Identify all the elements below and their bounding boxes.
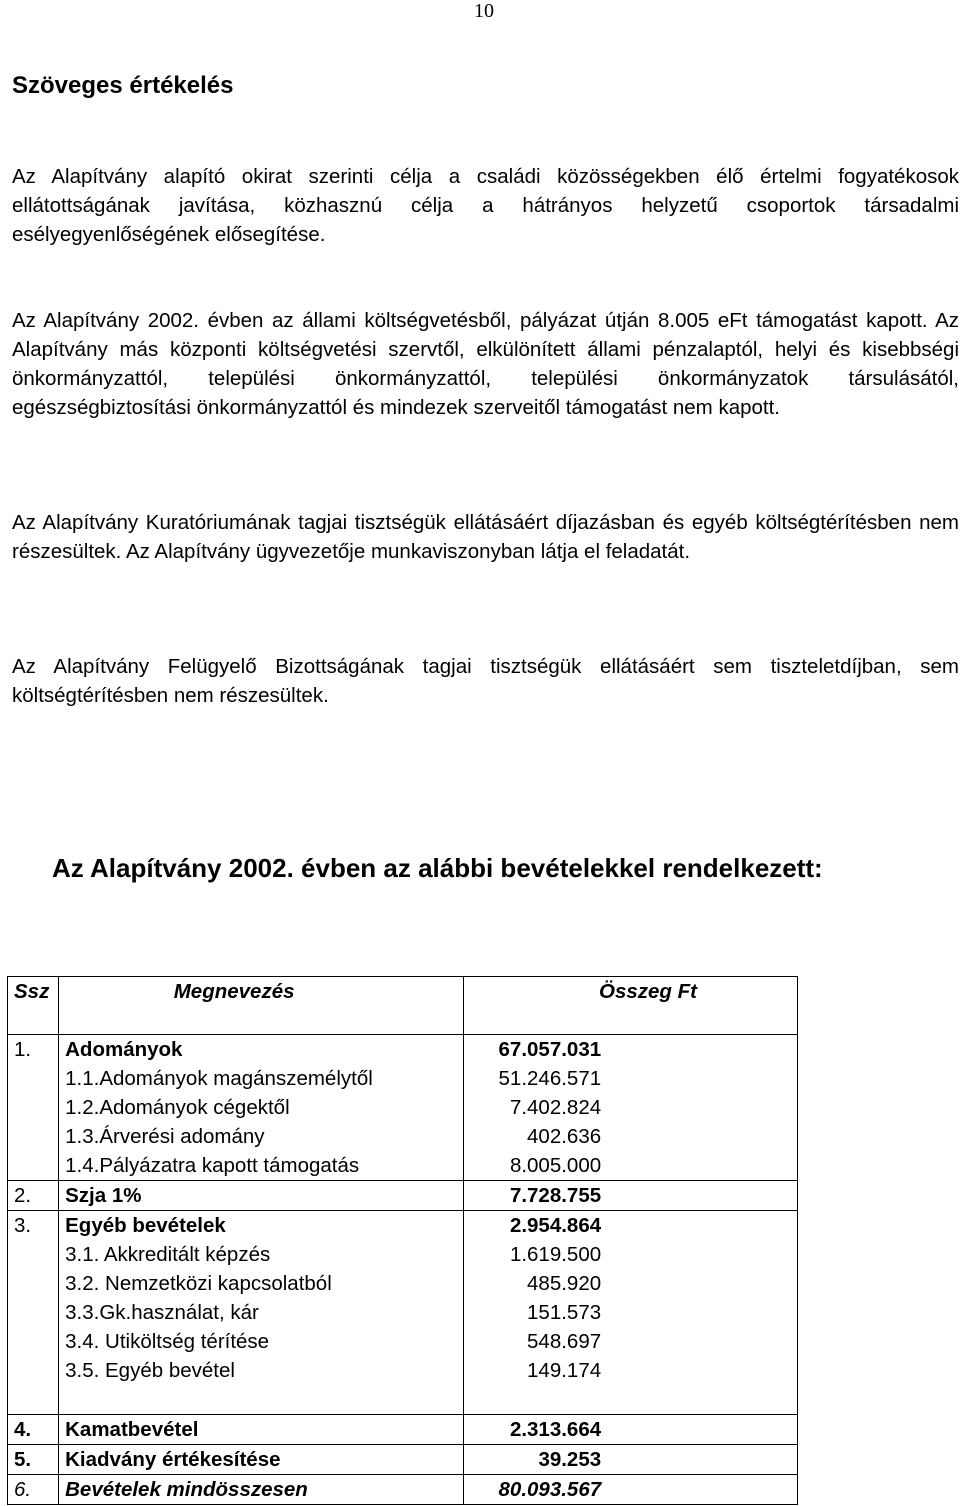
row-amount: 80.093.567 — [498, 1478, 602, 1501]
row-subitem-amount: 1.619.500 — [509, 1243, 602, 1266]
row-name: Szja 1% — [59, 1181, 464, 1211]
row-subitem-amount: 485.920 — [527, 1272, 602, 1295]
row-subitem-name: 3.4. Utiköltség térítése — [65, 1330, 270, 1353]
row-subitem-name: 3.3.Gk.használat, kár — [65, 1301, 259, 1324]
row-number: 3. — [8, 1211, 59, 1415]
row-number: 5. — [8, 1445, 59, 1475]
row-subitem-name: 3.2. Nemzetközi kapcsolatból — [65, 1272, 332, 1295]
row-name: Kamatbevétel — [59, 1415, 464, 1445]
row-subitem-amount: 149.174 — [527, 1359, 602, 1382]
row-subitem-amount: 402.636 — [527, 1125, 602, 1148]
income-heading: Az Alapítvány 2002. évben az alábbi bevételekkel rendelkezett: — [52, 853, 823, 883]
row-subitem-amount: 51.246.571 — [498, 1067, 602, 1090]
header-name: Megnevezés — [173, 980, 295, 1003]
table-row-group-4 — [8, 1415, 798, 1445]
row-subitem-name: 3.1. Akkreditált képzés — [65, 1243, 271, 1266]
table-row-group-1 — [8, 1035, 798, 1181]
row-name: Bevételek mindösszesen — [59, 1475, 464, 1505]
row-amount: 7.728.755 — [509, 1184, 602, 1207]
page-number: 10 — [474, 0, 494, 22]
row-name: Egyéb bevételek — [65, 1214, 226, 1237]
header-serial: Ssz — [8, 977, 59, 1035]
header-amount: Összeg Ft — [599, 980, 697, 1003]
income-table — [7, 976, 798, 1505]
row-number: 1. — [8, 1035, 59, 1181]
paragraph-funding: Az Alapítvány 2002. évben az állami költségvetésből, pályázat útján 8.005 eFt támogatást kapott. Az Alapítvány más központi költségvetési szervtől, elkülönített állami pénzalaptól, helyi és kisebbségi önkormányzattól, települési önkormányzattól, települési önkormányzatok társulásától, egészségbiztosítási önkormányzattól és mindezek szerveitől támogatást nem kapott. — [12, 309, 959, 419]
row-number: 4. — [8, 1415, 59, 1445]
row-subitem-amount: 8.005.000 — [509, 1154, 602, 1177]
row-subitem-name: 3.5. Egyéb bevétel — [65, 1359, 235, 1382]
paragraph-board: Az Alapítvány Kuratóriumának tagjai tisztségük ellátásáért díjazásban és egyéb költségtérítésben nem részesültek. Az Alapítvány ügyvezetője munkaviszonyban látja el feladatát. — [12, 511, 959, 563]
table-row-group-2 — [8, 1181, 798, 1211]
table-header-row — [8, 977, 798, 1035]
row-number: 6. — [8, 1475, 59, 1505]
row-subitem-name: 1.3.Árverési adomány — [65, 1125, 265, 1148]
row-amount: 39.253 — [538, 1448, 602, 1471]
row-amount: 67.057.031 — [498, 1038, 602, 1061]
row-subitem-name: 1.1.Adományok magánszemélytől — [65, 1067, 373, 1090]
paragraph-supervisory: Az Alapítvány Felügyelő Bizottságának tagjai tisztségük ellátásáért sem tiszteletdíjban, sem költségtérítésben nem részesültek. — [12, 655, 959, 707]
row-amount: 2.313.664 — [509, 1418, 602, 1441]
table-row-total — [8, 1475, 798, 1505]
row-subitem-amount: 7.402.824 — [509, 1096, 602, 1119]
row-subitem-amount: 151.573 — [527, 1301, 602, 1324]
row-amount: 2.954.864 — [509, 1214, 602, 1237]
table-row-group-5 — [8, 1445, 798, 1475]
row-name: Kiadvány értékesítése — [59, 1445, 464, 1475]
row-subitem-name: 1.4.Pályázatra kapott támogatás — [65, 1154, 360, 1177]
row-subitem-name: 1.2.Adományok cégektől — [65, 1096, 290, 1119]
section-title: Szöveges értékelés — [12, 72, 234, 99]
table-row-group-3 — [8, 1211, 798, 1415]
row-subitem-amount: 548.697 — [527, 1330, 602, 1353]
paragraph-purpose: Az Alapítvány alapító okirat szerinti célja a családi közösségekben élő értelmi fogyatékosok ellátottságának javítása, közhasznú célja a hátrányos helyzetű csoportok társadalmi esélyegyenlőségének elősegítése. — [12, 165, 959, 246]
row-number: 2. — [8, 1181, 59, 1211]
row-name: Adományok — [65, 1038, 183, 1061]
